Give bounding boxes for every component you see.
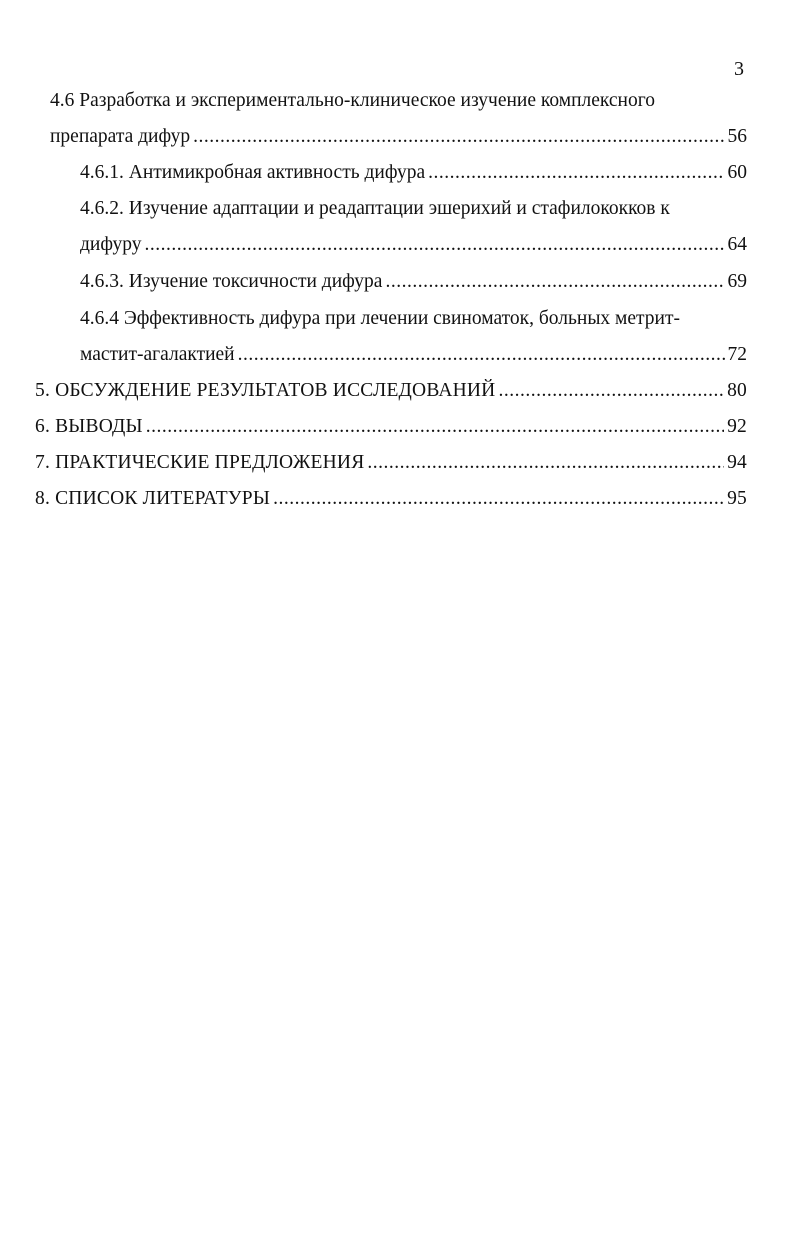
toc-page-number: 80 — [727, 380, 747, 401]
toc-entry-4-6-2[interactable] — [80, 232, 747, 258]
toc-page-number: 72 — [727, 344, 747, 365]
toc-entry-title: дифуру — [80, 234, 142, 255]
toc-entry-4-6-4-line1: 4.6.4 Эффективность дифура при лечении свиноматок, больных метрит- — [80, 308, 680, 329]
toc-page-number: 92 — [727, 416, 747, 437]
toc-entry-4-6-3[interactable] — [80, 269, 747, 295]
toc-entry-title: 6. ВЫВОДЫ — [35, 416, 143, 437]
toc-entry-title: 4.6.3. Изучение токсичности дифура — [80, 271, 383, 292]
toc-entry-title: 4.6.1. Антимикробная активность дифура — [80, 162, 426, 183]
toc-entry-4-6-line1: 4.6 Разработка и экспериментально-клиническое изучение комплексного — [50, 90, 655, 111]
toc-page-number: 69 — [727, 271, 747, 292]
toc-page-number: 94 — [727, 452, 747, 473]
toc-entry-title: препарата дифур — [50, 126, 191, 147]
dot-leader — [145, 232, 725, 258]
toc-entry-4-6-4[interactable] — [80, 342, 747, 368]
dot-leader — [367, 450, 724, 476]
toc-entry-title: мастит-агалактией — [80, 344, 235, 365]
dot-leader — [428, 160, 724, 186]
toc-entry-4-6-2-line1: 4.6.2. Изучение адаптации и реадаптации эшерихий и стафилококков к — [80, 198, 670, 219]
toc-page-number: 60 — [727, 162, 747, 183]
dot-leader — [193, 124, 724, 150]
dot-leader — [273, 486, 724, 512]
toc-entry-title: 7. ПРАКТИЧЕСКИЕ ПРЕДЛОЖЕНИЯ — [35, 452, 365, 473]
toc-page-number: 64 — [727, 234, 747, 255]
toc-entry-8[interactable] — [35, 486, 747, 512]
toc-page-number: 95 — [727, 488, 747, 509]
dot-leader — [385, 269, 724, 295]
toc-entry-5[interactable] — [35, 378, 747, 404]
toc-entry-7[interactable] — [35, 450, 747, 476]
page-number: 3 — [734, 58, 744, 80]
toc-entry-4-6[interactable] — [50, 124, 747, 150]
toc-entry-6[interactable] — [35, 414, 747, 440]
toc-entry-4-6-1[interactable] — [80, 160, 747, 186]
table-of-contents — [0, 88, 793, 528]
dot-leader — [238, 342, 725, 368]
toc-entry-title: 8. СПИСОК ЛИТЕРАТУРЫ — [35, 488, 271, 509]
dot-leader — [498, 378, 724, 404]
toc-page-number: 56 — [727, 126, 747, 147]
dot-leader — [146, 414, 724, 440]
toc-entry-title: 5. ОБСУЖДЕНИЕ РЕЗУЛЬТАТОВ ИССЛЕДОВАНИЙ — [35, 380, 496, 401]
